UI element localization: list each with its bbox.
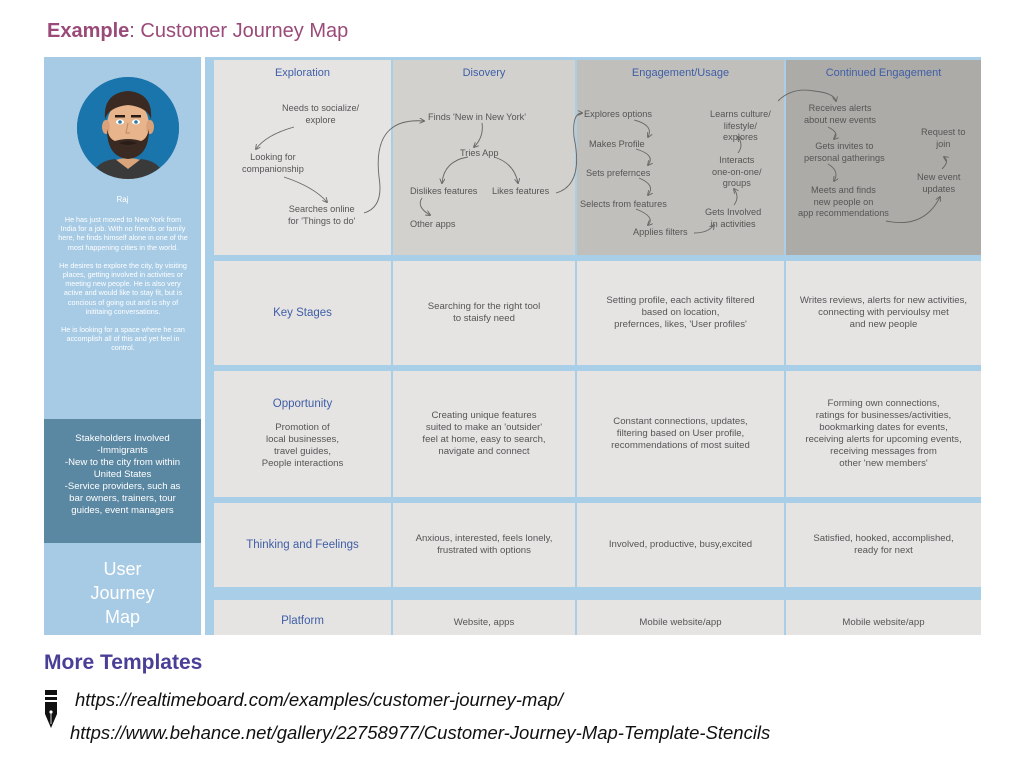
persona-name: Raj [116,195,129,204]
row-label-thinking-feelings: Thinking and Feelings [214,503,391,587]
activity-label: Searches online for 'Things to do' [288,204,356,226]
activity-label: Request to join [921,127,966,149]
feelings-engagement: Involved, productive, busy,excited [577,503,784,587]
stakeholders-title: Stakeholders Involved [75,433,170,444]
stakeholders-line: United States [93,469,152,480]
persona-bio [58,215,188,362]
opportunity-continued: Forming own connections, ratings for businesses/activities, bookmarking dates for events, receiving alerts for upcoming events, receiving messages from other 'new members' [786,371,981,497]
stakeholders-line: -Immigrants [97,445,148,456]
feelings-continued: Satisfied, hooked, accomplished, ready for next [786,503,981,587]
stakeholders-line: bar owners, trainers, tour [69,493,176,504]
row-label-opportunity [214,371,391,497]
more-templates-title: More Templates [44,651,203,674]
fountain-pen-icon [42,690,60,732]
stage-title: Continued Engagement [825,67,942,79]
stage-title: Engagement/Usage [631,67,730,79]
activity-label: Needs to socialize/ explore [282,103,360,125]
activity-label: New event updates [917,172,961,194]
activity-label: Likes features [492,186,550,196]
template-link[interactable]: https://realtimeboard.com/examples/customer-journey-map/ [75,689,564,710]
stage-title: Disovery [462,67,506,79]
feelings-discovery: Anxious, interested, feels lonely, frustrated with options [393,503,575,587]
activity-label: Tries App [460,148,499,158]
template-link[interactable]: https://www.behance.net/gallery/22758977/Customer-Journey-Map-Template-Stencils [70,722,771,743]
activity-label: Interacts one-on-one/ groups [712,155,762,188]
stakeholders-line: -Service providers, such as [64,481,181,492]
row-label-key-stages: Key Stages [214,261,391,365]
user-journey-map-label [44,557,201,629]
activity-label: Gets Involved in activities [705,207,762,229]
journey-map [44,57,981,635]
activity-label: Looking for companionship [242,152,304,174]
user-journey-map-line: Map [104,607,140,627]
avatar-illustration [77,77,179,179]
activity-label: Explores options [584,109,652,119]
activity-label: Receives alerts about new events [804,103,877,125]
opportunity-engagement: Constant connections, updates, filtering based on User profile, recommendations of most suited [577,371,784,497]
platform-continued: Mobile website/app [786,600,981,635]
opportunity-discovery: Creating unique features suited to make an 'outsider' feel at home, easy to search, navigate and connect [393,371,575,497]
activity-label: Applies filters [633,227,688,237]
opportunity-text: Promotion of local businesses, travel guides, People interactions [261,422,344,469]
stakeholders-line: -New to the city from within [64,457,181,468]
key-stages-discovery: Searching for the right tool to staisfy need [393,261,575,365]
stage-title: Exploration [274,67,331,79]
stakeholders-box [44,419,201,543]
stakeholders-line: guides, event managers [71,505,174,516]
avatar [77,77,179,179]
user-journey-map-line: User [103,559,142,579]
platform-discovery: Website, apps [393,600,575,635]
platform-engagement: Mobile website/app [577,600,784,635]
key-stages-continued: Writes reviews, alerts for new activities, connecting with pervioulsy met and new people [786,261,981,365]
activity-label: Learns culture/ lifestyle/ explores [710,109,771,142]
activity-label: Meets and finds new people on app recommendations [798,185,889,218]
activity-label: Finds 'New in New York' [428,112,526,122]
activity-label: Other apps [410,219,456,229]
opportunity-title: Opportunity [272,398,333,410]
slide-title-text: : Customer Journey Map [129,20,349,42]
persona-bio-paragraph: He has just moved to New York from India for a job. With no friends or family here, he finds himself alone in one of the most happening cities in the world. [58,215,188,252]
user-journey-map-line: Journey [90,583,155,603]
activity-label: Gets invites to personal gatherings [804,141,885,163]
persona-panel [44,57,201,635]
slide-title-prefix: Example [47,20,130,42]
slide-title [47,20,348,43]
activity-label: Makes Profile [589,139,645,149]
persona-bio-paragraph: He is looking for a space where he can accomplish all of this and yet feel in control. [61,325,185,353]
row-label-platform: Platform [214,600,391,635]
activity-label: Dislikes features [410,186,478,196]
activity-label: Selects from features [580,199,667,209]
persona-bio-paragraph: He desires to explore the city, by visiting places, getting involved in activities or meeting new people. He is also very active and would like to stay fit, but is concious of going out and is shy of inititaing conversations. [59,260,187,316]
activity-label: Sets prefernces [586,168,651,178]
column-divider [201,57,205,635]
key-stages-engagement: Setting profile, each activity filtered based on location, prefernces, likes, 'User profiles' [577,261,784,365]
